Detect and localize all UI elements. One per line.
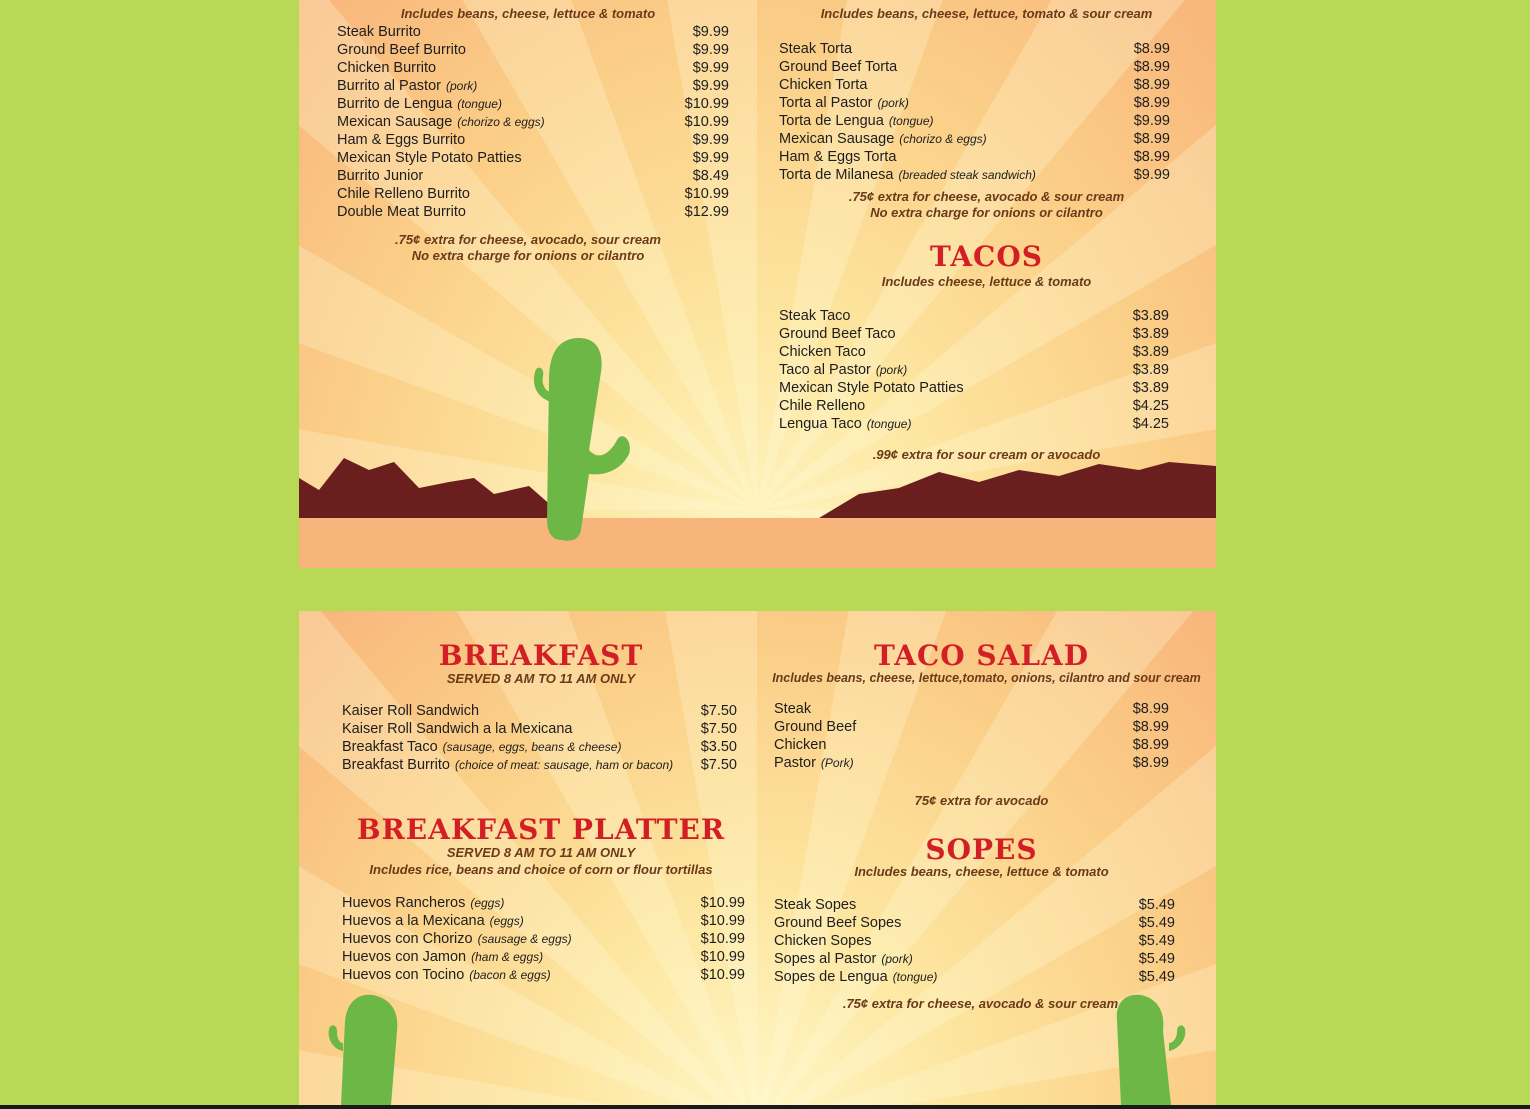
menu-item-name bbox=[779, 326, 896, 342]
menu-item-price: $9.99 bbox=[1133, 167, 1170, 183]
menu-item-name bbox=[337, 42, 466, 58]
menu-item bbox=[774, 969, 1175, 987]
menu-item-price: $10.99 bbox=[700, 967, 745, 983]
menu-item-label: Sopes al Pastor bbox=[774, 951, 877, 967]
menu-item-name bbox=[342, 949, 543, 965]
menu-item-label: Ground Beef Sopes bbox=[774, 915, 902, 931]
menu-item-price: $7.50 bbox=[700, 703, 737, 719]
menu-item-note: (pork) bbox=[445, 79, 478, 93]
menu-item bbox=[779, 41, 1170, 59]
menu-item-note: (pork) bbox=[881, 952, 913, 966]
menu-item bbox=[774, 701, 1169, 719]
menu-item-price: $9.99 bbox=[692, 78, 729, 94]
breakfast-platter-title: BREAKFAST PLATTER bbox=[356, 813, 726, 846]
menu-item bbox=[337, 78, 729, 96]
tacos-subtitle: Includes cheese, lettuce & tomato bbox=[881, 274, 1092, 289]
menu-item bbox=[779, 149, 1170, 167]
menu-item-label: Pastor bbox=[774, 755, 816, 771]
menu-item-label: Chicken Sopes bbox=[774, 933, 872, 949]
menu-item-name bbox=[342, 703, 479, 719]
menu-item bbox=[342, 739, 737, 757]
menu-item bbox=[342, 757, 737, 775]
menu-item-name bbox=[774, 897, 856, 913]
menu-item bbox=[337, 186, 729, 204]
cactus-icon bbox=[329, 995, 398, 1105]
menu-item-price: $5.49 bbox=[1138, 897, 1175, 913]
menu-item-price: $7.50 bbox=[700, 721, 737, 737]
menu-item bbox=[337, 42, 729, 60]
menu-item bbox=[779, 326, 1169, 344]
menu-item-price: $5.49 bbox=[1138, 933, 1175, 949]
menu-item-note: (chorizo & eggs) bbox=[899, 132, 987, 146]
menu-item-label: Mexican Sausage bbox=[337, 114, 453, 130]
menu-item-price: $5.49 bbox=[1138, 951, 1175, 967]
menu-item-price: $9.99 bbox=[692, 60, 729, 76]
menu-item-label: Torta al Pastor bbox=[779, 95, 873, 111]
menu-item-label: Huevos con Tocino bbox=[342, 967, 465, 983]
menu-item bbox=[342, 967, 745, 985]
menu-item-price: $5.49 bbox=[1138, 969, 1175, 985]
menu-item-name bbox=[774, 951, 913, 967]
menu-item-price: $10.99 bbox=[700, 949, 745, 965]
menu-item bbox=[779, 344, 1169, 362]
sopes-section bbox=[757, 833, 1216, 1013]
taco-salad-section bbox=[757, 639, 1216, 809]
menu-item bbox=[337, 204, 729, 222]
menu-item-name bbox=[337, 78, 477, 94]
breakfast-title: BREAKFAST bbox=[438, 639, 644, 672]
menu-item-name bbox=[337, 168, 423, 184]
menu-item-note: (sausage & eggs) bbox=[477, 932, 572, 946]
menu-item-name bbox=[337, 96, 502, 112]
menu-item bbox=[337, 114, 729, 132]
desert-ground bbox=[299, 518, 1216, 568]
menu-item-note: (tongue) bbox=[866, 417, 912, 431]
menu-item bbox=[342, 913, 745, 931]
tortas-subtitle: Includes beans, cheese, lettuce, tomato & sour cream bbox=[820, 6, 1153, 21]
menu-item bbox=[779, 77, 1170, 95]
menu-item-label: Steak Taco bbox=[779, 308, 851, 324]
menu-item-note: (ham & eggs) bbox=[471, 950, 544, 964]
menu-item-name bbox=[779, 131, 987, 147]
menu-item-name bbox=[779, 167, 1036, 183]
menu-item-label: Mexican Style Potato Patties bbox=[779, 380, 964, 396]
menu-item-name bbox=[779, 416, 911, 432]
menu-item-price: $5.49 bbox=[1138, 915, 1175, 931]
menu-item-name bbox=[337, 150, 522, 166]
menu-item-name bbox=[774, 915, 901, 931]
menu-item-note: (eggs) bbox=[489, 914, 524, 928]
menu-item-label: Mexican Style Potato Patties bbox=[337, 150, 522, 166]
menu-item-label: Kaiser Roll Sandwich a la Mexicana bbox=[342, 721, 573, 737]
burritos-list bbox=[337, 24, 729, 222]
menu-item-price: $9.99 bbox=[692, 132, 729, 148]
menu-item bbox=[779, 167, 1170, 185]
menu-item-name bbox=[779, 380, 964, 396]
menu-item-price: $8.99 bbox=[1132, 737, 1169, 753]
menu-item bbox=[779, 113, 1170, 131]
menu-item bbox=[337, 150, 729, 168]
taco-salad-list bbox=[774, 701, 1169, 773]
menu-item bbox=[774, 951, 1175, 969]
menu-item-price: $8.99 bbox=[1133, 95, 1170, 111]
menu-item-price: $10.99 bbox=[684, 96, 729, 112]
menu-item-price: $10.99 bbox=[700, 895, 745, 911]
menu-item-label: Breakfast Burrito bbox=[342, 757, 450, 773]
menu-item-name bbox=[779, 113, 934, 129]
menu-item-name bbox=[779, 41, 852, 57]
menu-item-label: Kaiser Roll Sandwich bbox=[342, 703, 480, 719]
menu-item bbox=[337, 168, 729, 186]
menu-item bbox=[342, 721, 737, 739]
menu-item bbox=[337, 24, 729, 42]
breakfast-platter-hours: SERVED 8 AM TO 11 AM ONLY bbox=[446, 845, 636, 860]
menu-item-label: Lengua Taco bbox=[779, 416, 862, 432]
menu-item-label: Breakfast Taco bbox=[342, 739, 438, 755]
menu-item-price: $3.89 bbox=[1132, 380, 1169, 396]
menu-item-label: Burrito de Lengua bbox=[337, 96, 453, 112]
menu-item-label: Huevos con Chorizo bbox=[342, 931, 473, 947]
menu-item-price: $7.50 bbox=[700, 757, 737, 773]
mountain-right bbox=[819, 462, 1216, 518]
menu-item-label: Steak Torta bbox=[779, 41, 853, 57]
menu-item-label: Ham & Eggs Torta bbox=[779, 149, 897, 165]
menu-item bbox=[779, 59, 1170, 77]
menu-item-price: $8.99 bbox=[1133, 41, 1170, 57]
menu-item-name bbox=[342, 913, 524, 929]
menu-item-note: (tongue) bbox=[888, 114, 934, 128]
menu-item-name bbox=[779, 77, 867, 93]
breakfast-hours: SERVED 8 AM TO 11 AM ONLY bbox=[446, 671, 636, 686]
menu-item-note: (choice of meat: sausage, ham or bacon) bbox=[455, 758, 674, 772]
menu-item-name bbox=[342, 967, 551, 983]
menu-panel-bottom bbox=[299, 611, 1216, 1105]
menu-item-note: (breaded steak sandwich) bbox=[898, 168, 1036, 182]
menu-item-price: $10.99 bbox=[684, 114, 729, 130]
tacos-section bbox=[757, 240, 1216, 470]
menu-item-label: Ground Beef Torta bbox=[779, 59, 898, 75]
menu-item bbox=[774, 755, 1169, 773]
menu-item-label: Chicken Torta bbox=[779, 77, 868, 93]
menu-item-name bbox=[337, 60, 436, 76]
menu-item-label: Chicken bbox=[774, 737, 827, 753]
menu-item bbox=[342, 703, 737, 721]
burritos-note-extra: .75¢ extra for cheese, avocado, sour cream bbox=[395, 232, 661, 247]
menu-panel-top bbox=[299, 0, 1216, 568]
burritos-subtitle: Includes beans, cheese, lettuce & tomato bbox=[400, 6, 656, 21]
menu-item-label: Steak Sopes bbox=[774, 897, 857, 913]
menu-item-price: $10.99 bbox=[700, 931, 745, 947]
menu-item-name bbox=[342, 739, 621, 755]
menu-item-price: $8.99 bbox=[1133, 59, 1170, 75]
taco-salad-subtitle: Includes beans, cheese, lettuce,tomato, onions, cilantro and sour cream bbox=[772, 671, 1201, 685]
menu-item-price: $9.99 bbox=[692, 150, 729, 166]
menu-item-price: $3.50 bbox=[700, 739, 737, 755]
sopes-title: SOPES bbox=[925, 833, 1038, 866]
menu-item-name bbox=[337, 204, 466, 220]
menu-item bbox=[337, 132, 729, 150]
menu-item-note: (eggs) bbox=[470, 896, 505, 910]
menu-item bbox=[342, 931, 745, 949]
menu-item-label: Ground Beef Taco bbox=[779, 326, 896, 342]
menu-item bbox=[774, 897, 1175, 915]
menu-item bbox=[774, 915, 1175, 933]
menu-item bbox=[779, 362, 1169, 380]
burritos-note-free: No extra charge for onions or cilantro bbox=[411, 248, 645, 263]
menu-item-label: Chicken Taco bbox=[779, 344, 866, 360]
menu-item bbox=[779, 131, 1170, 149]
menu-item-name bbox=[337, 24, 421, 40]
menu-item-label: Burrito al Pastor bbox=[337, 78, 441, 94]
menu-item-name bbox=[779, 149, 896, 165]
menu-item bbox=[779, 95, 1170, 113]
menu-item-label: Huevos Rancheros bbox=[342, 895, 466, 911]
menu-item-price: $3.89 bbox=[1132, 344, 1169, 360]
mountain-left bbox=[299, 458, 569, 518]
menu-item bbox=[779, 416, 1169, 434]
menu-item-note: (sausage, eggs, beans & cheese) bbox=[442, 740, 622, 754]
menu-item-price: $8.99 bbox=[1133, 77, 1170, 93]
menu-item-label: Sopes de Lengua bbox=[774, 969, 888, 985]
menu-item-price: $8.99 bbox=[1132, 719, 1169, 735]
menu-item-label: Chile Relleno Burrito bbox=[337, 186, 470, 202]
breakfast-platter-subtitle: Includes rice, beans and choice of corn or flour tortillas bbox=[369, 862, 713, 877]
tortas-list bbox=[779, 41, 1170, 185]
menu-item-label: Huevos con Jamon bbox=[342, 949, 467, 965]
menu-item-label: Torta de Milanesa bbox=[779, 167, 894, 183]
breakfast-platter-list bbox=[342, 895, 745, 985]
menu-item bbox=[774, 737, 1169, 755]
breakfast-list bbox=[342, 703, 737, 775]
menu-item-name bbox=[779, 362, 907, 378]
menu-item-name bbox=[342, 931, 572, 947]
cactus-icon bbox=[534, 338, 630, 541]
menu-item-label: Chile Relleno bbox=[779, 398, 866, 414]
menu-item-price: $8.99 bbox=[1132, 755, 1169, 771]
breakfast-platter-section bbox=[299, 813, 783, 1003]
menu-item bbox=[337, 96, 729, 114]
menu-item-label: Torta de Lengua bbox=[779, 113, 884, 129]
menu-item-name bbox=[774, 755, 854, 771]
menu-item-name bbox=[774, 969, 937, 985]
menu-item-label: Steak bbox=[774, 701, 812, 717]
menu-item bbox=[779, 380, 1169, 398]
taco-salad-note: 75¢ extra for avocado bbox=[914, 793, 1049, 808]
menu-item-label: Taco al Pastor bbox=[779, 362, 871, 378]
menu-item-label: Ham & Eggs Burrito bbox=[337, 132, 466, 148]
menu-item-note: (chorizo & eggs) bbox=[457, 115, 545, 129]
menu-item-name bbox=[779, 95, 909, 111]
menu-item-price: $8.99 bbox=[1133, 149, 1170, 165]
burritos-section bbox=[299, 0, 757, 280]
tacos-list bbox=[779, 308, 1169, 434]
menu-item bbox=[779, 398, 1169, 416]
tortas-note-free: No extra charge for onions or cilantro bbox=[870, 205, 1103, 220]
menu-item-price: $3.89 bbox=[1132, 362, 1169, 378]
sopes-note: .75¢ extra for cheese, avocado & sour cream bbox=[842, 996, 1119, 1011]
menu-item-label: Chicken Burrito bbox=[337, 60, 437, 76]
taco-salad-title: TACO SALAD bbox=[873, 639, 1090, 672]
menu-item-name bbox=[774, 701, 811, 717]
menu-item-price: $9.99 bbox=[1133, 113, 1170, 129]
menu-item bbox=[337, 60, 729, 78]
menu-item-name bbox=[337, 114, 545, 130]
menu-item-name bbox=[774, 737, 826, 753]
menu-item-price: $8.99 bbox=[1132, 701, 1169, 717]
menu-item bbox=[779, 308, 1169, 326]
menu-item-price: $3.89 bbox=[1132, 326, 1169, 342]
menu-item bbox=[342, 949, 745, 967]
menu-item-label: Burrito Junior bbox=[337, 168, 424, 184]
menu-item bbox=[774, 719, 1169, 737]
menu-item-label: Double Meat Burrito bbox=[337, 204, 466, 220]
menu-item-note: (tongue) bbox=[892, 970, 938, 984]
menu-item-label: Ground Beef Burrito bbox=[337, 42, 466, 58]
menu-item bbox=[774, 933, 1175, 951]
menu-item-name bbox=[342, 757, 673, 773]
menu-item-name bbox=[337, 132, 465, 148]
menu-item-price: $3.89 bbox=[1132, 308, 1169, 324]
menu-item-note: (tongue) bbox=[457, 97, 502, 111]
menu-item-label: Huevos a la Mexicana bbox=[342, 913, 485, 929]
window-bottom-edge bbox=[0, 1105, 1530, 1109]
menu-item-name bbox=[774, 719, 856, 735]
menu-item-name bbox=[779, 398, 865, 414]
menu-item-label: Ground Beef bbox=[774, 719, 857, 735]
menu-item-price: $10.99 bbox=[684, 186, 729, 202]
tortas-note-extra: .75¢ extra for cheese, avocado & sour cream bbox=[848, 189, 1125, 204]
menu-item-price: $4.25 bbox=[1132, 416, 1169, 432]
menu-item-price: $10.99 bbox=[700, 913, 745, 929]
menu-item-price: $9.99 bbox=[692, 42, 729, 58]
sopes-list bbox=[774, 897, 1175, 987]
menu-item-name bbox=[774, 933, 872, 949]
tacos-note-extra: .99¢ extra for sour cream or avocado bbox=[872, 447, 1101, 462]
menu-item bbox=[342, 895, 745, 913]
menu-item-note: (pork) bbox=[877, 96, 909, 110]
menu-item-price: $4.25 bbox=[1132, 398, 1169, 414]
menu-item-name bbox=[337, 186, 470, 202]
menu-item-note: (bacon & eggs) bbox=[469, 968, 551, 982]
menu-item-price: $9.99 bbox=[692, 24, 729, 40]
tortas-section bbox=[757, 0, 1216, 230]
breakfast-section bbox=[299, 639, 783, 789]
tacos-title: TACOS bbox=[930, 240, 1043, 273]
menu-item-name bbox=[342, 895, 504, 911]
menu-item-name bbox=[342, 721, 573, 737]
menu-item-price: $8.99 bbox=[1133, 131, 1170, 147]
menu-item-price: $12.99 bbox=[684, 204, 729, 220]
sopes-subtitle: Includes beans, cheese, lettuce & tomato bbox=[854, 864, 1109, 879]
menu-item-label: Steak Burrito bbox=[337, 24, 421, 40]
menu-item-name bbox=[779, 344, 866, 360]
menu-item-note: (pork) bbox=[875, 363, 908, 377]
menu-item-name bbox=[779, 59, 897, 75]
menu-item-label: Mexican Sausage bbox=[779, 131, 895, 147]
menu-item-price: $8.49 bbox=[692, 168, 729, 184]
menu-item-name bbox=[779, 308, 850, 324]
menu-item-note: (Pork) bbox=[820, 756, 854, 770]
